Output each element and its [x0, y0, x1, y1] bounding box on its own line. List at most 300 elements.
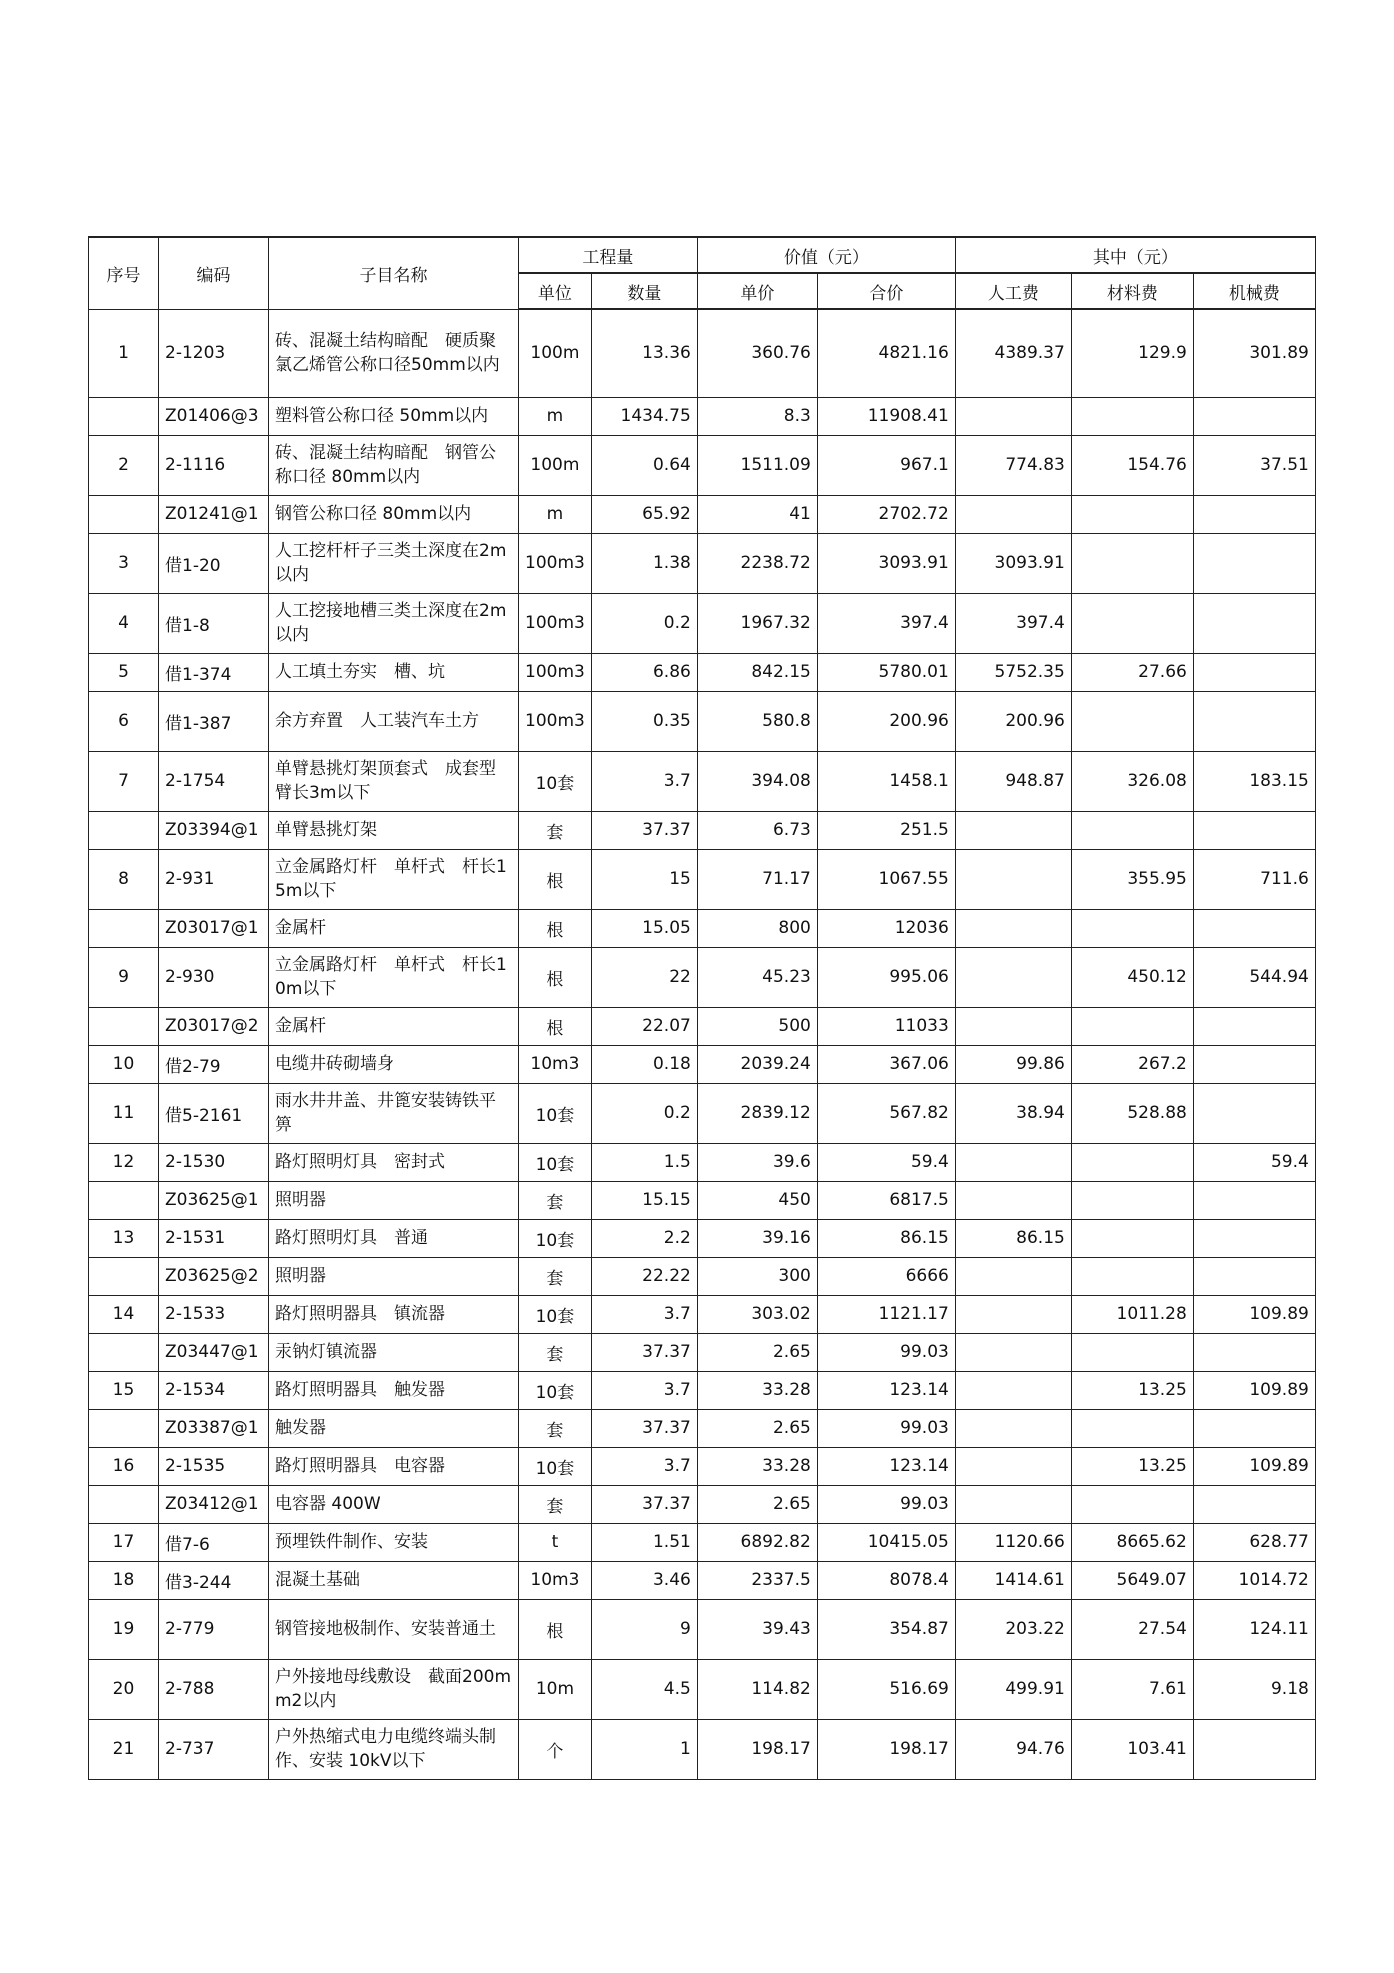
table-row: [89, 947, 1316, 1007]
cell-unit-price: 2.65: [697, 1485, 817, 1523]
cell-material: 27.66: [1071, 653, 1193, 691]
cell-code: Z03017@2: [159, 1007, 269, 1045]
cell-qty: 22: [591, 947, 697, 1007]
cell-seq: 9: [89, 947, 159, 1007]
cell-name: 人工填土夯实 槽、坑: [269, 653, 519, 691]
cell-unit-price: 33.28: [697, 1447, 817, 1485]
cell-seq: 11: [89, 1083, 159, 1143]
cell-seq: [89, 1181, 159, 1219]
cell-machine: 9.18: [1193, 1659, 1315, 1719]
cell-qty: 13.36: [591, 309, 697, 397]
cell-machine: 1014.72: [1193, 1561, 1315, 1599]
cell-name: 塑料管公称口径 50mm以内: [269, 397, 519, 435]
cell-material: [1071, 1485, 1193, 1523]
cell-name: 砖、混凝土结构暗配 钢管公称口径 80mm以内: [269, 435, 519, 495]
cell-total: 1458.1: [817, 751, 955, 811]
table-row: [89, 1371, 1316, 1409]
cell-unit-price: 6892.82: [697, 1523, 817, 1561]
cell-unit-price: 198.17: [697, 1719, 817, 1779]
cell-material: [1071, 1409, 1193, 1447]
cell-machine: 37.51: [1193, 435, 1315, 495]
cell-code: Z03447@1: [159, 1333, 269, 1371]
cell-code: 2-1754: [159, 751, 269, 811]
cell-labor: 203.22: [955, 1599, 1071, 1659]
cell-qty: 65.92: [591, 495, 697, 533]
cell-qty: 3.7: [591, 751, 697, 811]
cell-machine: 301.89: [1193, 309, 1315, 397]
cell-code: Z03625@1: [159, 1181, 269, 1219]
cell-qty: 37.37: [591, 1485, 697, 1523]
cell-code: Z03017@1: [159, 909, 269, 947]
cell-unit-price: 450: [697, 1181, 817, 1219]
cell-unit-price: 2.65: [697, 1409, 817, 1447]
cell-material: 1011.28: [1071, 1295, 1193, 1333]
table-row: [89, 1045, 1316, 1083]
cell-machine: 109.89: [1193, 1371, 1315, 1409]
cell-name: 钢管接地极制作、安装普通土: [269, 1599, 519, 1659]
cell-name: 路灯照明器具 电容器: [269, 1447, 519, 1485]
cell-labor: 200.96: [955, 691, 1071, 751]
header-quantity-group: 工程量: [519, 237, 698, 273]
cell-total: 123.14: [817, 1371, 955, 1409]
table-row: [89, 751, 1316, 811]
cell-unit-price: 303.02: [697, 1295, 817, 1333]
header-unit: 单位: [519, 273, 592, 309]
cell-machine: 124.11: [1193, 1599, 1315, 1659]
cell-qty: 2.2: [591, 1219, 697, 1257]
cell-unit: 根: [519, 909, 592, 947]
cell-qty: 0.35: [591, 691, 697, 751]
cell-labor: [955, 397, 1071, 435]
header-machine: 机械费: [1193, 273, 1315, 309]
cell-labor: [955, 1333, 1071, 1371]
cell-name: 汞钠灯镇流器: [269, 1333, 519, 1371]
cell-unit: 10套: [519, 1371, 592, 1409]
cell-name: 户外接地母线敷设 截面200mm2以内: [269, 1659, 519, 1719]
cell-total: 12036: [817, 909, 955, 947]
cell-seq: 3: [89, 533, 159, 593]
cell-unit-price: 2839.12: [697, 1083, 817, 1143]
cell-qty: 0.18: [591, 1045, 697, 1083]
cell-labor: [955, 947, 1071, 1007]
table-row: [89, 593, 1316, 653]
cell-total: 200.96: [817, 691, 955, 751]
cell-total: 516.69: [817, 1659, 955, 1719]
cell-total: 567.82: [817, 1083, 955, 1143]
cell-name: 路灯照明器具 触发器: [269, 1371, 519, 1409]
header-name: 子目名称: [269, 237, 519, 309]
cell-material: 326.08: [1071, 751, 1193, 811]
cell-seq: 4: [89, 593, 159, 653]
cell-unit-price: 114.82: [697, 1659, 817, 1719]
cell-machine: 109.89: [1193, 1447, 1315, 1485]
cell-qty: 15: [591, 849, 697, 909]
cell-machine: [1193, 1045, 1315, 1083]
cell-total: 6666: [817, 1257, 955, 1295]
cell-seq: 21: [89, 1719, 159, 1779]
cell-code: Z03394@1: [159, 811, 269, 849]
cell-total: 2702.72: [817, 495, 955, 533]
cell-name: 金属杆: [269, 909, 519, 947]
cell-qty: 3.7: [591, 1447, 697, 1485]
cell-machine: 59.4: [1193, 1143, 1315, 1181]
cell-seq: 14: [89, 1295, 159, 1333]
cell-name: 单臂悬挑灯架顶套式 成套型 臂长3m以下: [269, 751, 519, 811]
cell-code: 2-1534: [159, 1371, 269, 1409]
cell-unit: 根: [519, 1007, 592, 1045]
table-row: [89, 1599, 1316, 1659]
cell-unit-price: 2039.24: [697, 1045, 817, 1083]
cell-unit: m: [519, 495, 592, 533]
cell-code: 2-931: [159, 849, 269, 909]
cell-total: 123.14: [817, 1447, 955, 1485]
table-row: [89, 691, 1316, 751]
cell-name: 人工挖杆杆子三类土深度在2m以内: [269, 533, 519, 593]
table-row: [89, 1409, 1316, 1447]
cell-code: 2-1530: [159, 1143, 269, 1181]
header-labor: 人工费: [955, 273, 1071, 309]
cell-unit: 套: [519, 811, 592, 849]
cell-seq: [89, 1257, 159, 1295]
cell-labor: [955, 1007, 1071, 1045]
cell-machine: 544.94: [1193, 947, 1315, 1007]
cell-unit-price: 500: [697, 1007, 817, 1045]
table-row: [89, 1219, 1316, 1257]
cell-total: 3093.91: [817, 533, 955, 593]
cell-unit: 10套: [519, 1447, 592, 1485]
cell-total: 251.5: [817, 811, 955, 849]
cell-seq: [89, 909, 159, 947]
cell-name: 钢管公称口径 80mm以内: [269, 495, 519, 533]
cell-unit-price: 39.6: [697, 1143, 817, 1181]
cell-unit-price: 1967.32: [697, 593, 817, 653]
table-row: [89, 1295, 1316, 1333]
cell-material: [1071, 909, 1193, 947]
cell-qty: 4.5: [591, 1659, 697, 1719]
cell-seq: [89, 1007, 159, 1045]
cell-total: 1121.17: [817, 1295, 955, 1333]
table-row: [89, 495, 1316, 533]
cell-code: 2-788: [159, 1659, 269, 1719]
cell-unit: 10套: [519, 1295, 592, 1333]
cell-material: 8665.62: [1071, 1523, 1193, 1561]
cell-seq: 15: [89, 1371, 159, 1409]
cell-qty: 3.7: [591, 1371, 697, 1409]
cell-material: 5649.07: [1071, 1561, 1193, 1599]
cell-labor: [955, 1257, 1071, 1295]
cell-total: 198.17: [817, 1719, 955, 1779]
cell-qty: 0.2: [591, 1083, 697, 1143]
cell-labor: [955, 849, 1071, 909]
cell-qty: 1.38: [591, 533, 697, 593]
table-row: [89, 811, 1316, 849]
cell-labor: 5752.35: [955, 653, 1071, 691]
cell-total: 5780.01: [817, 653, 955, 691]
cell-qty: 1.51: [591, 1523, 697, 1561]
cell-total: 354.87: [817, 1599, 955, 1659]
table-row: [89, 309, 1316, 397]
cell-code: 借1-8: [159, 593, 269, 653]
cell-material: [1071, 1181, 1193, 1219]
cell-material: [1071, 1143, 1193, 1181]
cell-labor: 94.76: [955, 1719, 1071, 1779]
table-row: [89, 909, 1316, 947]
cell-seq: 7: [89, 751, 159, 811]
cell-unit: m: [519, 397, 592, 435]
cell-name: 路灯照明灯具 普通: [269, 1219, 519, 1257]
cell-labor: 1414.61: [955, 1561, 1071, 1599]
cell-unit-price: 71.17: [697, 849, 817, 909]
cell-name: 照明器: [269, 1181, 519, 1219]
cell-code: 2-930: [159, 947, 269, 1007]
cell-machine: 109.89: [1193, 1295, 1315, 1333]
cell-unit-price: 800: [697, 909, 817, 947]
cell-code: 2-1531: [159, 1219, 269, 1257]
cell-code: 2-1533: [159, 1295, 269, 1333]
cell-unit-price: 33.28: [697, 1371, 817, 1409]
header-unit-price: 单价: [697, 273, 817, 309]
cell-name: 金属杆: [269, 1007, 519, 1045]
cell-machine: [1193, 593, 1315, 653]
cell-qty: 15.15: [591, 1181, 697, 1219]
header-qty: 数量: [591, 273, 697, 309]
cell-seq: 16: [89, 1447, 159, 1485]
cell-seq: 10: [89, 1045, 159, 1083]
cell-unit-price: 39.16: [697, 1219, 817, 1257]
cell-code: 借7-6: [159, 1523, 269, 1561]
cell-machine: [1193, 495, 1315, 533]
cell-unit-price: 580.8: [697, 691, 817, 751]
cell-total: 11908.41: [817, 397, 955, 435]
cell-unit: 10套: [519, 1083, 592, 1143]
cell-unit: 10m: [519, 1659, 592, 1719]
cell-material: 528.88: [1071, 1083, 1193, 1143]
table-row: [89, 1523, 1316, 1561]
cell-machine: [1193, 1007, 1315, 1045]
header-value-group: 价值（元）: [697, 237, 955, 273]
cell-total: 8078.4: [817, 1561, 955, 1599]
header-code: 编码: [159, 237, 269, 309]
cell-code: 2-1116: [159, 435, 269, 495]
cell-unit: t: [519, 1523, 592, 1561]
cell-seq: [89, 397, 159, 435]
cell-labor: 38.94: [955, 1083, 1071, 1143]
cell-qty: 9: [591, 1599, 697, 1659]
cell-unit-price: 41: [697, 495, 817, 533]
cell-qty: 37.37: [591, 811, 697, 849]
cell-name: 余方弃置 人工装汽车土方: [269, 691, 519, 751]
cell-seq: 6: [89, 691, 159, 751]
cell-code: Z01241@1: [159, 495, 269, 533]
cell-seq: 8: [89, 849, 159, 909]
cell-material: 129.9: [1071, 309, 1193, 397]
cell-seq: 18: [89, 1561, 159, 1599]
cell-name: 路灯照明器具 镇流器: [269, 1295, 519, 1333]
cell-total: 10415.05: [817, 1523, 955, 1561]
cell-material: [1071, 1219, 1193, 1257]
cell-labor: 3093.91: [955, 533, 1071, 593]
cell-seq: [89, 1409, 159, 1447]
cell-code: 2-1535: [159, 1447, 269, 1485]
cell-machine: [1193, 533, 1315, 593]
cell-seq: 13: [89, 1219, 159, 1257]
cell-name: 雨水井井盖、井篦安装铸铁平箅: [269, 1083, 519, 1143]
cell-total: 11033: [817, 1007, 955, 1045]
cell-total: 59.4: [817, 1143, 955, 1181]
cell-name: 砖、混凝土结构暗配 硬质聚氯乙烯管公称口径50mm以内: [269, 309, 519, 397]
cell-seq: 19: [89, 1599, 159, 1659]
cell-name: 路灯照明灯具 密封式: [269, 1143, 519, 1181]
cell-unit-price: 45.23: [697, 947, 817, 1007]
cell-seq: 5: [89, 653, 159, 691]
cell-unit-price: 1511.09: [697, 435, 817, 495]
header-seq: 序号: [89, 237, 159, 309]
cell-material: [1071, 397, 1193, 435]
cell-machine: [1193, 1485, 1315, 1523]
cell-qty: 37.37: [591, 1409, 697, 1447]
cell-code: 借1-374: [159, 653, 269, 691]
cell-unit: 根: [519, 947, 592, 1007]
estimate-table: [88, 236, 1316, 1780]
cell-total: 6817.5: [817, 1181, 955, 1219]
cell-name: 混凝土基础: [269, 1561, 519, 1599]
cell-code: 借3-244: [159, 1561, 269, 1599]
cell-unit: 套: [519, 1181, 592, 1219]
cell-unit: 根: [519, 1599, 592, 1659]
cell-unit: 套: [519, 1333, 592, 1371]
cell-machine: [1193, 1409, 1315, 1447]
cell-machine: [1193, 1219, 1315, 1257]
table-row: [89, 1083, 1316, 1143]
table-row: [89, 435, 1316, 495]
cell-unit: 100m3: [519, 593, 592, 653]
table-row: [89, 1333, 1316, 1371]
cell-unit: 100m3: [519, 691, 592, 751]
cell-name: 立金属路灯杆 单杆式 杆长15m以下: [269, 849, 519, 909]
cell-material: [1071, 811, 1193, 849]
cell-unit: 套: [519, 1409, 592, 1447]
cell-name: 触发器: [269, 1409, 519, 1447]
cell-seq: 20: [89, 1659, 159, 1719]
cell-labor: 397.4: [955, 593, 1071, 653]
cell-labor: [955, 1409, 1071, 1447]
cell-labor: 948.87: [955, 751, 1071, 811]
cell-code: 2-1203: [159, 309, 269, 397]
cell-total: 367.06: [817, 1045, 955, 1083]
table-row: [89, 1143, 1316, 1181]
cell-material: [1071, 1257, 1193, 1295]
cell-unit-price: 2337.5: [697, 1561, 817, 1599]
cell-labor: [955, 1295, 1071, 1333]
cell-unit: 100m: [519, 309, 592, 397]
cell-labor: [955, 811, 1071, 849]
cell-unit-price: 8.3: [697, 397, 817, 435]
cell-total: 99.03: [817, 1485, 955, 1523]
cell-unit: 100m: [519, 435, 592, 495]
cell-total: 86.15: [817, 1219, 955, 1257]
cell-qty: 1: [591, 1719, 697, 1779]
cell-code: 借1-387: [159, 691, 269, 751]
header-material: 材料费: [1071, 273, 1193, 309]
cell-unit-price: 360.76: [697, 309, 817, 397]
cell-qty: 3.7: [591, 1295, 697, 1333]
cell-unit: 套: [519, 1485, 592, 1523]
cell-labor: [955, 1371, 1071, 1409]
table-row: [89, 1181, 1316, 1219]
cell-material: [1071, 1333, 1193, 1371]
table-row: [89, 653, 1316, 691]
cell-seq: [89, 1333, 159, 1371]
cell-code: Z01406@3: [159, 397, 269, 435]
cell-labor: [955, 1143, 1071, 1181]
cell-labor: [955, 1447, 1071, 1485]
cell-unit-price: 6.73: [697, 811, 817, 849]
cell-qty: 37.37: [591, 1333, 697, 1371]
cell-material: 7.61: [1071, 1659, 1193, 1719]
cell-unit-price: 300: [697, 1257, 817, 1295]
header-total: 合价: [817, 273, 955, 309]
cell-code: 借1-20: [159, 533, 269, 593]
cell-unit: 10套: [519, 751, 592, 811]
cell-qty: 6.86: [591, 653, 697, 691]
cell-machine: [1193, 811, 1315, 849]
cell-labor: 86.15: [955, 1219, 1071, 1257]
table-row: [89, 533, 1316, 593]
cell-machine: [1193, 653, 1315, 691]
cell-machine: 711.6: [1193, 849, 1315, 909]
table-row: [89, 397, 1316, 435]
cell-total: 967.1: [817, 435, 955, 495]
cell-material: 13.25: [1071, 1447, 1193, 1485]
cell-labor: 4389.37: [955, 309, 1071, 397]
cell-qty: 0.2: [591, 593, 697, 653]
cell-unit: 10m3: [519, 1045, 592, 1083]
cell-seq: [89, 811, 159, 849]
cell-code: Z03412@1: [159, 1485, 269, 1523]
cell-qty: 22.07: [591, 1007, 697, 1045]
cell-labor: [955, 495, 1071, 533]
cell-code: Z03387@1: [159, 1409, 269, 1447]
cell-name: 电容器 400W: [269, 1485, 519, 1523]
cell-material: [1071, 495, 1193, 533]
cell-qty: 3.46: [591, 1561, 697, 1599]
cell-machine: 183.15: [1193, 751, 1315, 811]
table-row: [89, 1719, 1316, 1779]
cell-code: Z03625@2: [159, 1257, 269, 1295]
table-row: [89, 1561, 1316, 1599]
cell-seq: [89, 1485, 159, 1523]
cell-machine: [1193, 909, 1315, 947]
cell-name: 立金属路灯杆 单杆式 杆长10m以下: [269, 947, 519, 1007]
cell-name: 户外热缩式电力电缆终端头制作、安装 10kV以下: [269, 1719, 519, 1779]
cell-unit-price: 39.43: [697, 1599, 817, 1659]
cell-unit: 10m3: [519, 1561, 592, 1599]
cell-material: 267.2: [1071, 1045, 1193, 1083]
cell-material: 450.12: [1071, 947, 1193, 1007]
cell-qty: 22.22: [591, 1257, 697, 1295]
cell-seq: 17: [89, 1523, 159, 1561]
cell-unit: 根: [519, 849, 592, 909]
cell-unit-price: 394.08: [697, 751, 817, 811]
cell-qty: 1434.75: [591, 397, 697, 435]
cell-unit: 套: [519, 1257, 592, 1295]
cell-material: [1071, 1007, 1193, 1045]
cell-machine: [1193, 1181, 1315, 1219]
cell-material: [1071, 691, 1193, 751]
cell-seq: 2: [89, 435, 159, 495]
cell-total: 1067.55: [817, 849, 955, 909]
cell-qty: 15.05: [591, 909, 697, 947]
